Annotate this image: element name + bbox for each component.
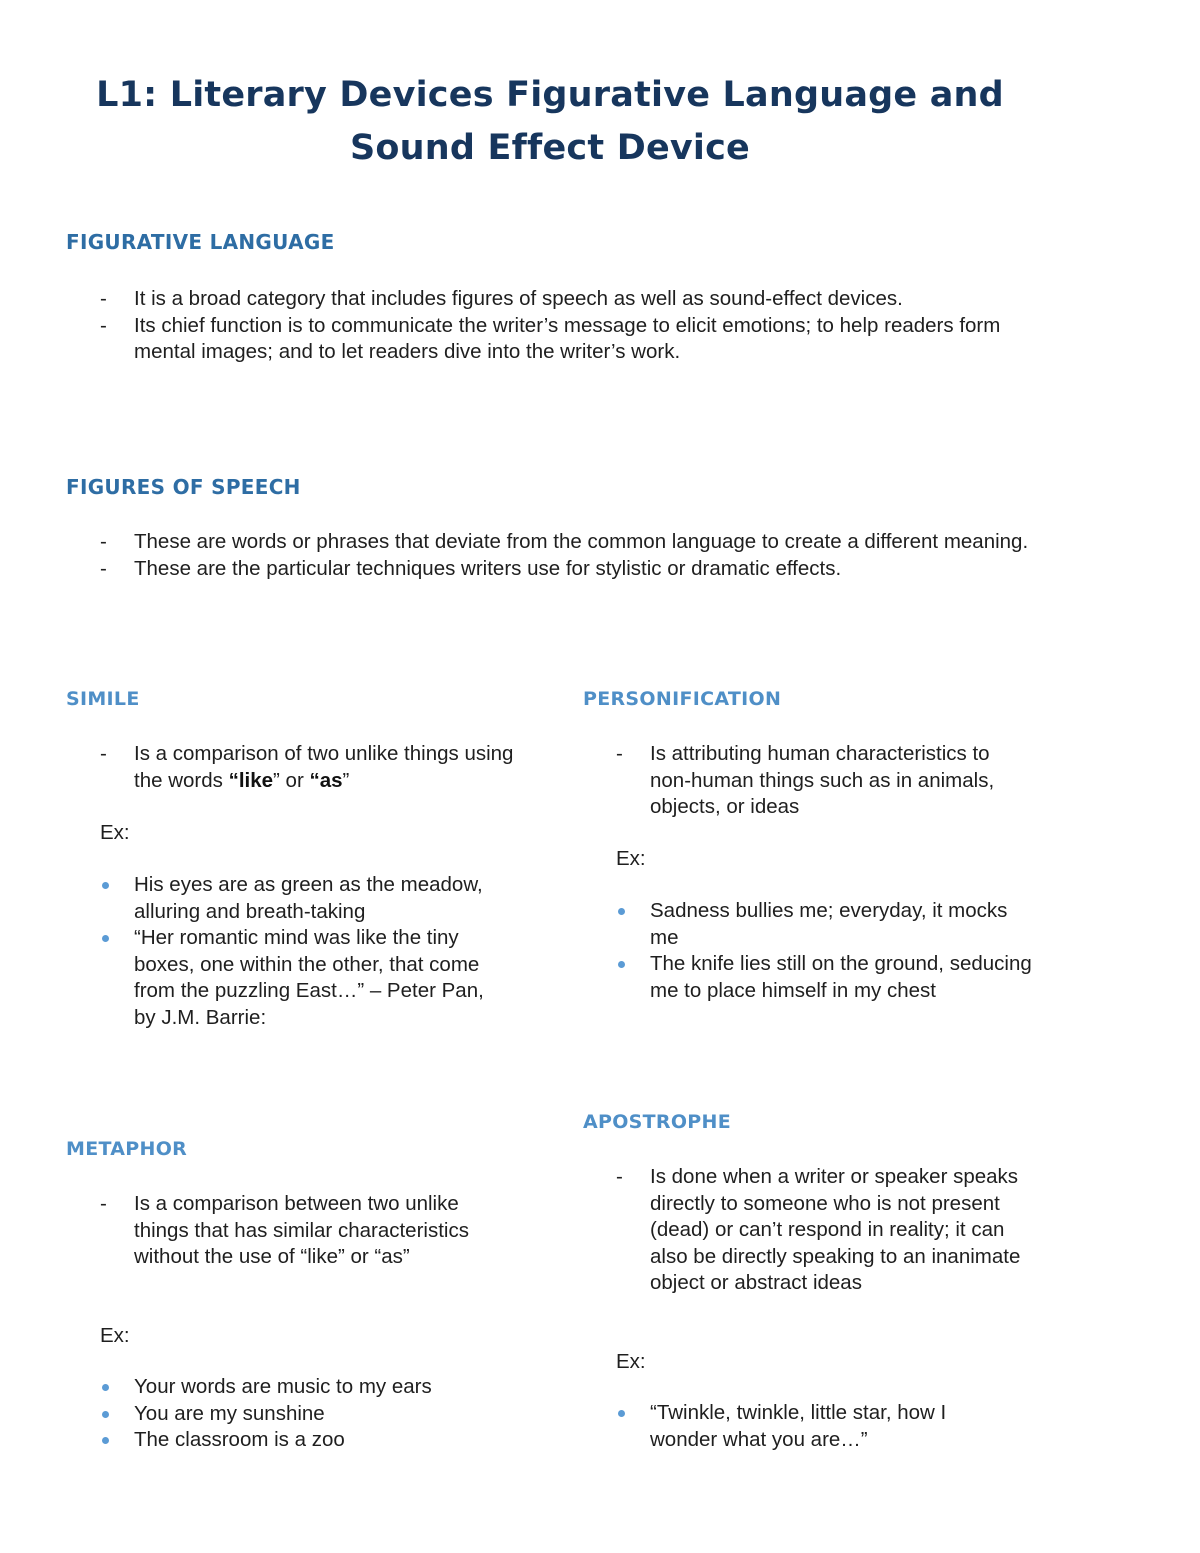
figures-of-speech-list (100, 529, 1030, 582)
figurative-language-heading: FIGURATIVE LANGUAGE (66, 230, 335, 254)
personification-definition (616, 741, 1036, 821)
list-item: Your words are music to my ears (100, 1374, 520, 1401)
list-item: - Is done when a writer or speaker speaks directly to someone who is not present (dead) or can’t respond in reality; it can also be directly speaking to an inanimate object or abstract ideas (616, 1165, 1021, 1294)
metaphor-heading: METAPHOR (66, 1138, 188, 1160)
bullet-icon (102, 935, 109, 942)
list-item: - These are words or phrases that deviate from the common language to create a different meaning. (100, 529, 1030, 556)
page-title-line-2: Sound Effect Device (350, 128, 750, 168)
bullet-icon (102, 1411, 109, 1418)
dash-marker: - (616, 1165, 623, 1188)
list-item: “Her romantic mind was like the tiny boxes, one within the other, that come from the puzzling East…” – Peter Pan, by J.M. Barrie: (100, 925, 500, 1031)
bullet-icon (102, 1384, 109, 1391)
list-item: The knife lies still on the ground, seducing me to place himself in my chest (616, 951, 1036, 1004)
list-item: - These are the particular techniques writers use for stylistic or dramatic effects. (100, 556, 1030, 583)
bullet-icon (618, 908, 625, 915)
page-title-line-1: L1: Literary Devices Figurative Language and (96, 75, 1004, 115)
dash-marker: - (100, 313, 107, 337)
apostrophe-examples (616, 1400, 1016, 1453)
list-item: - Is a comparison between two unlike things that has similar characteristics without the use of “like” or “as” (100, 1192, 469, 1268)
list-item: “Twinkle, twinkle, little star, how I wonder what you are…” (616, 1400, 1016, 1453)
bullet-icon (618, 961, 625, 968)
list-item: Sadness bullies me; everyday, it mocks me (616, 898, 1036, 951)
dash-marker: - (616, 742, 623, 765)
as-keyword: as (319, 768, 343, 792)
apostrophe-heading: APOSTROPHE (583, 1111, 732, 1133)
list-item: You are my sunshine (100, 1401, 520, 1428)
simile-ex-label: Ex: (100, 821, 130, 844)
metaphor-examples (100, 1374, 520, 1454)
metaphor-definition (100, 1191, 500, 1271)
list-item: His eyes are as green as the meadow, alluring and breath-taking (100, 872, 500, 925)
dash-marker: - (100, 742, 107, 765)
personification-ex-label: Ex: (616, 847, 646, 870)
figures-of-speech-heading: FIGURES OF SPEECH (66, 475, 301, 499)
dash-marker: - (100, 1192, 107, 1215)
personification-examples (616, 898, 1036, 1004)
metaphor-ex-label: Ex: (100, 1324, 130, 1347)
dash-marker: - (100, 556, 107, 580)
simile-definition (100, 741, 520, 794)
list-item: - Is a comparison of two unlike things using the words “like” or “as” (100, 742, 514, 792)
list-item: - It is a broad category that includes figures of speech as well as sound-effect devices. (100, 286, 1030, 313)
list-item: - Its chief function is to communicate the writer’s message to elicit emotions; to help readers form mental images; and to let readers dive into the writer’s work. (100, 313, 1001, 363)
list-item: The classroom is a zoo (100, 1427, 520, 1454)
figurative-language-list (100, 286, 1030, 366)
apostrophe-ex-label: Ex: (616, 1350, 646, 1373)
dash-marker: - (100, 287, 107, 310)
bullet-icon (102, 882, 109, 889)
list-item: - Is attributing human characteristics to non-human things such as in animals, objects, or ideas (616, 742, 995, 818)
simile-heading: SIMILE (66, 688, 140, 710)
simile-examples (100, 872, 500, 1031)
personification-heading: PERSONIFICATION (583, 688, 782, 710)
apostrophe-definition (616, 1164, 1036, 1297)
bullet-icon (102, 1437, 109, 1444)
like-keyword: like (238, 768, 274, 792)
bullet-icon (618, 1410, 625, 1417)
dash-marker: - (100, 530, 107, 553)
